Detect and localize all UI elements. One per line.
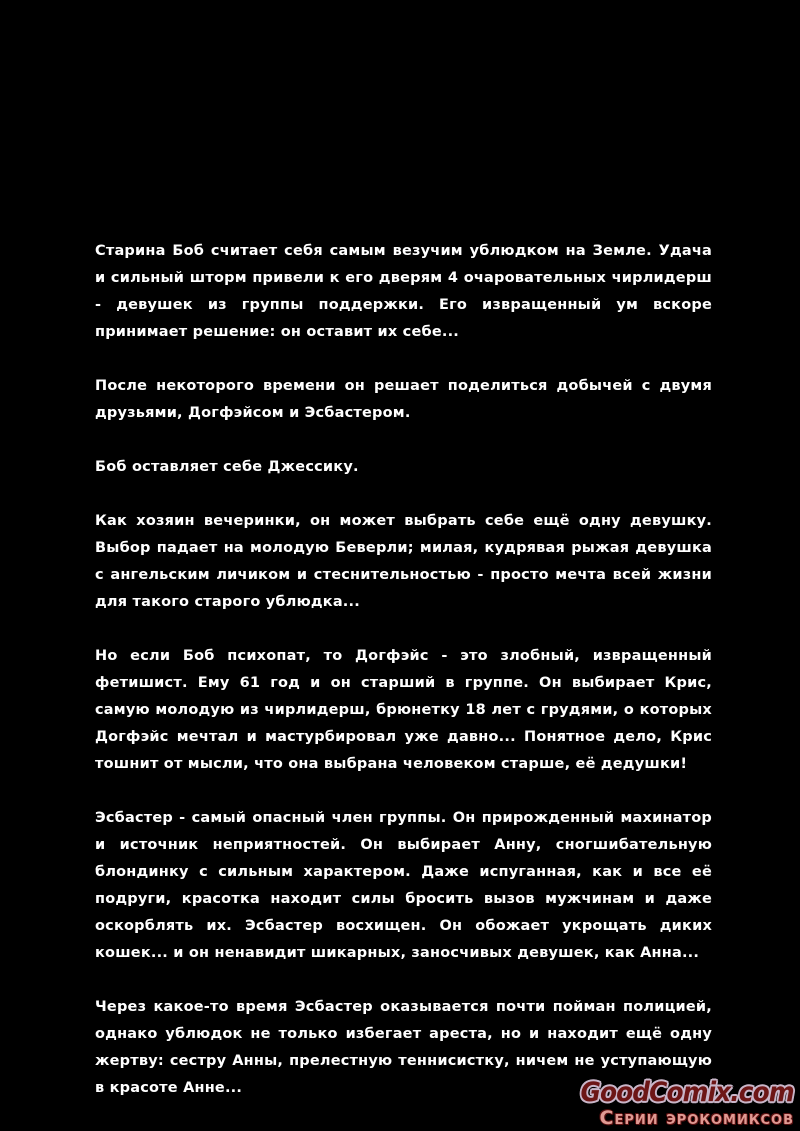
story-paragraph: Старина Боб считает себя самым везучим ублюдком на Земле. Удача и сильный шторм привели к его дверям 4 очаровательных чирлидерш - девушек из группы поддержки. Его извращенный ум вскоре принимает решение: он оставит их себе... <box>95 243 712 340</box>
watermark <box>562 1079 794 1128</box>
story-paragraph: Эсбастер - самый опасный член группы. Он прирожденный махинатор и источник неприятностей. Он выбирает Анну, сногшибательную блондинку с сильным характером. Даже испуганная, как и все её подруги, красотка находит силы бросить вызов мужчинам и даже оскорблять их. Эсбастер восхищен. Он обожает укрощать диких кошек... и он ненавидит шикарных, заносчивых девушек, как Анна... <box>95 810 712 961</box>
story-paragraph: После некоторого времени он решает поделиться добычей с двумя друзьями, Догфэйсом и Эсбастером. <box>95 378 712 421</box>
watermark-tagline: Серии эрокомиксов <box>599 1107 794 1129</box>
story-paragraph: Как хозяин вечеринки, он может выбрать себе ещё одну девушку. Выбор падает на молодую Беверли; милая, кудрявая рыжая девушка с ангельским личиком и стеснительностью - просто мечта всей жизни для такого старого ублюдка... <box>95 513 712 610</box>
story-paragraph: Через какое-то время Эсбастер оказывается почти пойман полицией, однако ублюдок не только избегает ареста, но и находит ещё одну жертву: сестру Анны, прелестную теннисистку, ничем не уступающую в красоте Анне... <box>95 999 712 1096</box>
story-text-block <box>95 238 712 1102</box>
story-paragraph: Боб оставляет себе Джессику. <box>95 459 359 475</box>
story-paragraph: Но если Боб психопат, то Догфэйс - это злобный, извращенный фетишист. Ему 61 год и он старший в группе. Он выбирает Крис, самую молодую из чирлидерш, брюнетку 18 лет с грудями, о которых Догфэйс мечтал и мастурбировал уже давно... Понятное дело, Крис тошнит от мысли, что она выбрана человеком старше, её дедушки! <box>95 648 712 772</box>
watermark-site-logo: GoodComix.com <box>580 1077 794 1108</box>
